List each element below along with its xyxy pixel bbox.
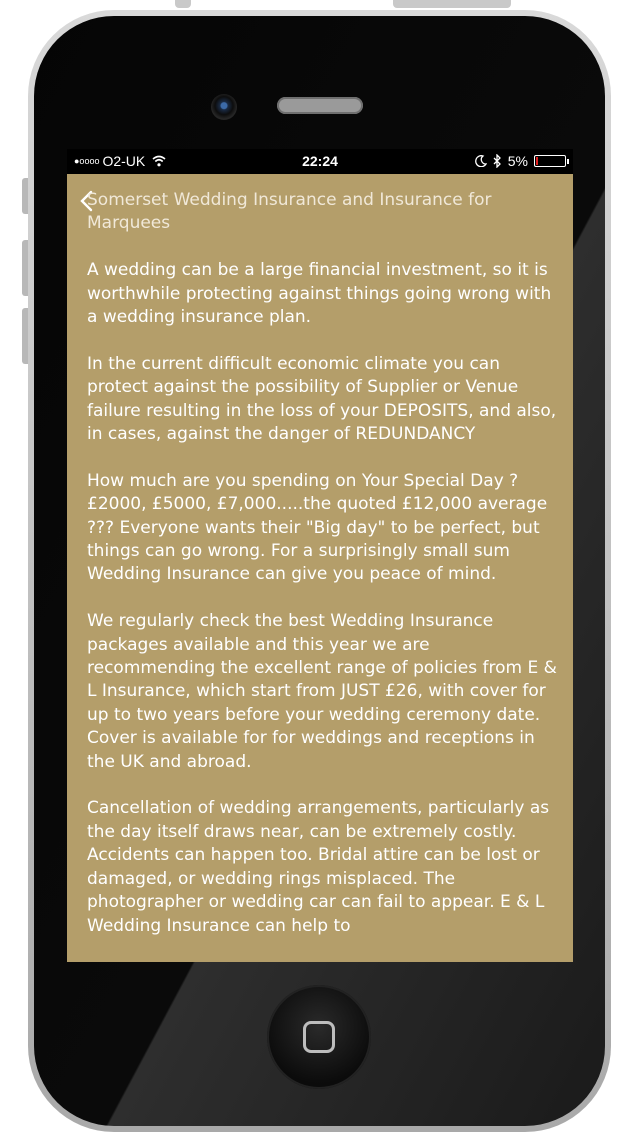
home-button[interactable] (267, 985, 371, 1089)
article-body (87, 189, 557, 961)
bluetooth-icon (493, 154, 502, 168)
power-button[interactable] (393, 0, 511, 8)
battery-level (536, 157, 538, 165)
article-paragraph: Cancellation of wedding arrangements, particularly as the day itself draws near, can be extremely costly. Accidents can happen too. Bridal attire can be lost or damaged, or wedding rings misplaced. The photographer or wedding car can fail to appear. E & L Wedding Insurance can help to (87, 798, 550, 936)
status-right (475, 153, 566, 169)
article-paragraph: In the current difficult economic climate you can protect against the possibility of Supplier or Venue failure resulting in the loss of your DEPOSITS, and also, in cases, against the danger of REDUNDANCY (87, 353, 557, 445)
article-paragraph: We regularly check the best Wedding Insurance packages available and this year we are recommending the excellent range of policies from E & L Insurance, which start from JUST £26, with cover for up to two years before your wedding ceremony date. Cover is available for for weddings and receptions in the UK and abroad. (87, 611, 557, 772)
status-time: 22:24 (302, 153, 338, 169)
moon-icon (475, 155, 487, 167)
mute-switch (175, 0, 191, 8)
battery-percent: 5% (507, 153, 528, 169)
article-paragraph: A wedding can be a large financial investment, so it is worthwhile protecting against things going wrong with a wedding insurance plan. (87, 260, 552, 328)
battery-icon (534, 155, 566, 167)
status-bar (67, 149, 573, 174)
home-button-icon (303, 1021, 335, 1053)
article-paragraph: How much are you spending on Your Special Day ? £2000, £5000, £7,000.....the quoted £12,000 average ??? Everyone wants their "Big day" to be perfect, but things can go wrong. For a surprisingly small sum Wedding Insurance can give you peace of mind. (87, 470, 548, 585)
front-camera (211, 94, 237, 120)
carrier-name: O2-UK (102, 153, 146, 169)
app-screen (67, 149, 573, 962)
page-title: Somerset Wedding Insurance and Insurance for Marquees (87, 190, 492, 234)
signal-strength: ●oooo (74, 156, 100, 166)
earpiece-speaker (277, 97, 363, 114)
